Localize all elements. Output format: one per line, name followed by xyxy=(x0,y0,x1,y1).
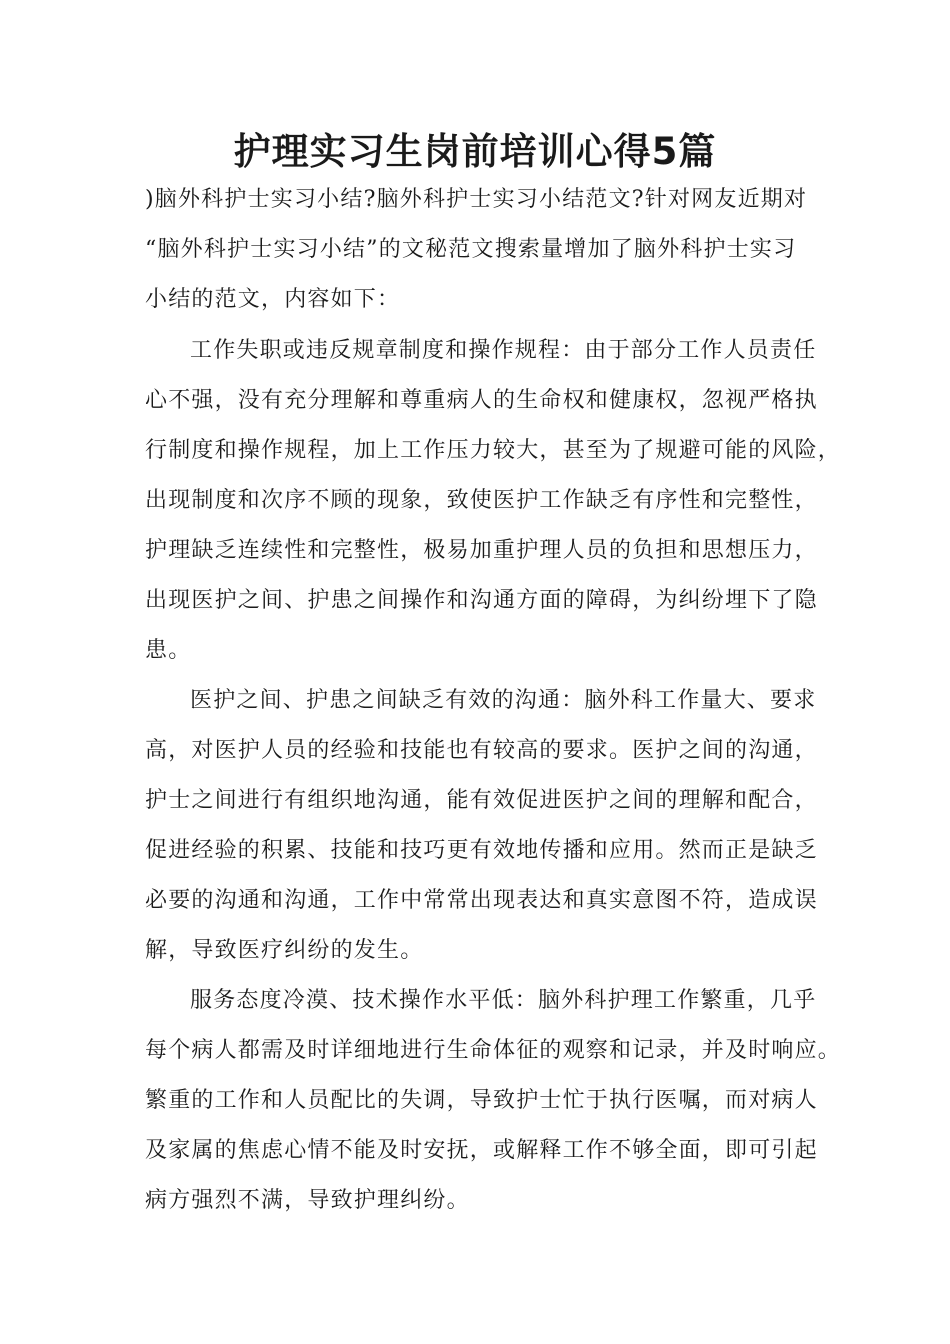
text-line: 行制度和操作规程，加上工作压力较大，甚至为了规避可能的风险， xyxy=(145,438,842,463)
text-line: 促进经验的积累、技能和技巧更有效地传播和应用。然而正是缺乏 xyxy=(145,838,818,863)
paragraph-2-first-line: 医护之间、护患之间缺乏有效的沟通：脑外科工作量大、要求 xyxy=(190,688,817,713)
text-line: 小结的范文，内容如下： xyxy=(145,287,401,312)
text-line: “脑外科护士实习小结”的文秘范文搜索量增加了脑外科护士实习 xyxy=(145,237,797,262)
text-line: 护士之间进行有组织地沟通，能有效促进医护之间的理解和配合， xyxy=(145,788,818,813)
text-line: 病方强烈不满，导致护理纠纷。 xyxy=(145,1188,470,1213)
paragraph-3-first-line: 服务态度冷漠、技术操作水平低：脑外科护理工作繁重，几乎 xyxy=(190,988,817,1013)
text-line: 及家属的焦虑心情不能及时安抚，或解释工作不够全面，即可引起 xyxy=(145,1138,818,1163)
text-line: 每个病人都需及时详细地进行生命体征的观察和记录，并及时响应。 xyxy=(145,1038,842,1063)
text-line: 护理缺乏连续性和完整性，极易加重护理人员的负担和思想压力， xyxy=(145,538,818,563)
text-line: 出现医护之间、护患之间操作和沟通方面的障碍，为纠纷埋下了隐 xyxy=(145,588,818,613)
document-title: 护理实习生岗前培训心得5篇 xyxy=(233,130,717,173)
text-line: 解，导致医疗纠纷的发生。 xyxy=(145,938,424,963)
paragraph-1-first-line: 工作失职或违反规章制度和操作规程：由于部分工作人员责任 xyxy=(190,338,817,363)
text-line: 高，对医护人员的经验和技能也有较高的要求。医护之间的沟通， xyxy=(145,738,818,763)
text-line: 心不强，没有充分理解和尊重病人的生命权和健康权，忽视严格执 xyxy=(145,388,818,413)
text-line: 必要的沟通和沟通，工作中常常出现表达和真实意图不符，造成误 xyxy=(145,888,818,913)
text-line: 患。 xyxy=(145,638,192,663)
text-line: 繁重的工作和人员配比的失调，导致护士忙于执行医嘱，而对病人 xyxy=(145,1088,818,1113)
text-line: 出现制度和次序不顾的现象，致使医护工作缺乏有序性和完整性， xyxy=(145,488,818,513)
text-line: )脑外科护士实习小结?脑外科护士实习小结范文?针对网友近期对 xyxy=(145,187,808,212)
